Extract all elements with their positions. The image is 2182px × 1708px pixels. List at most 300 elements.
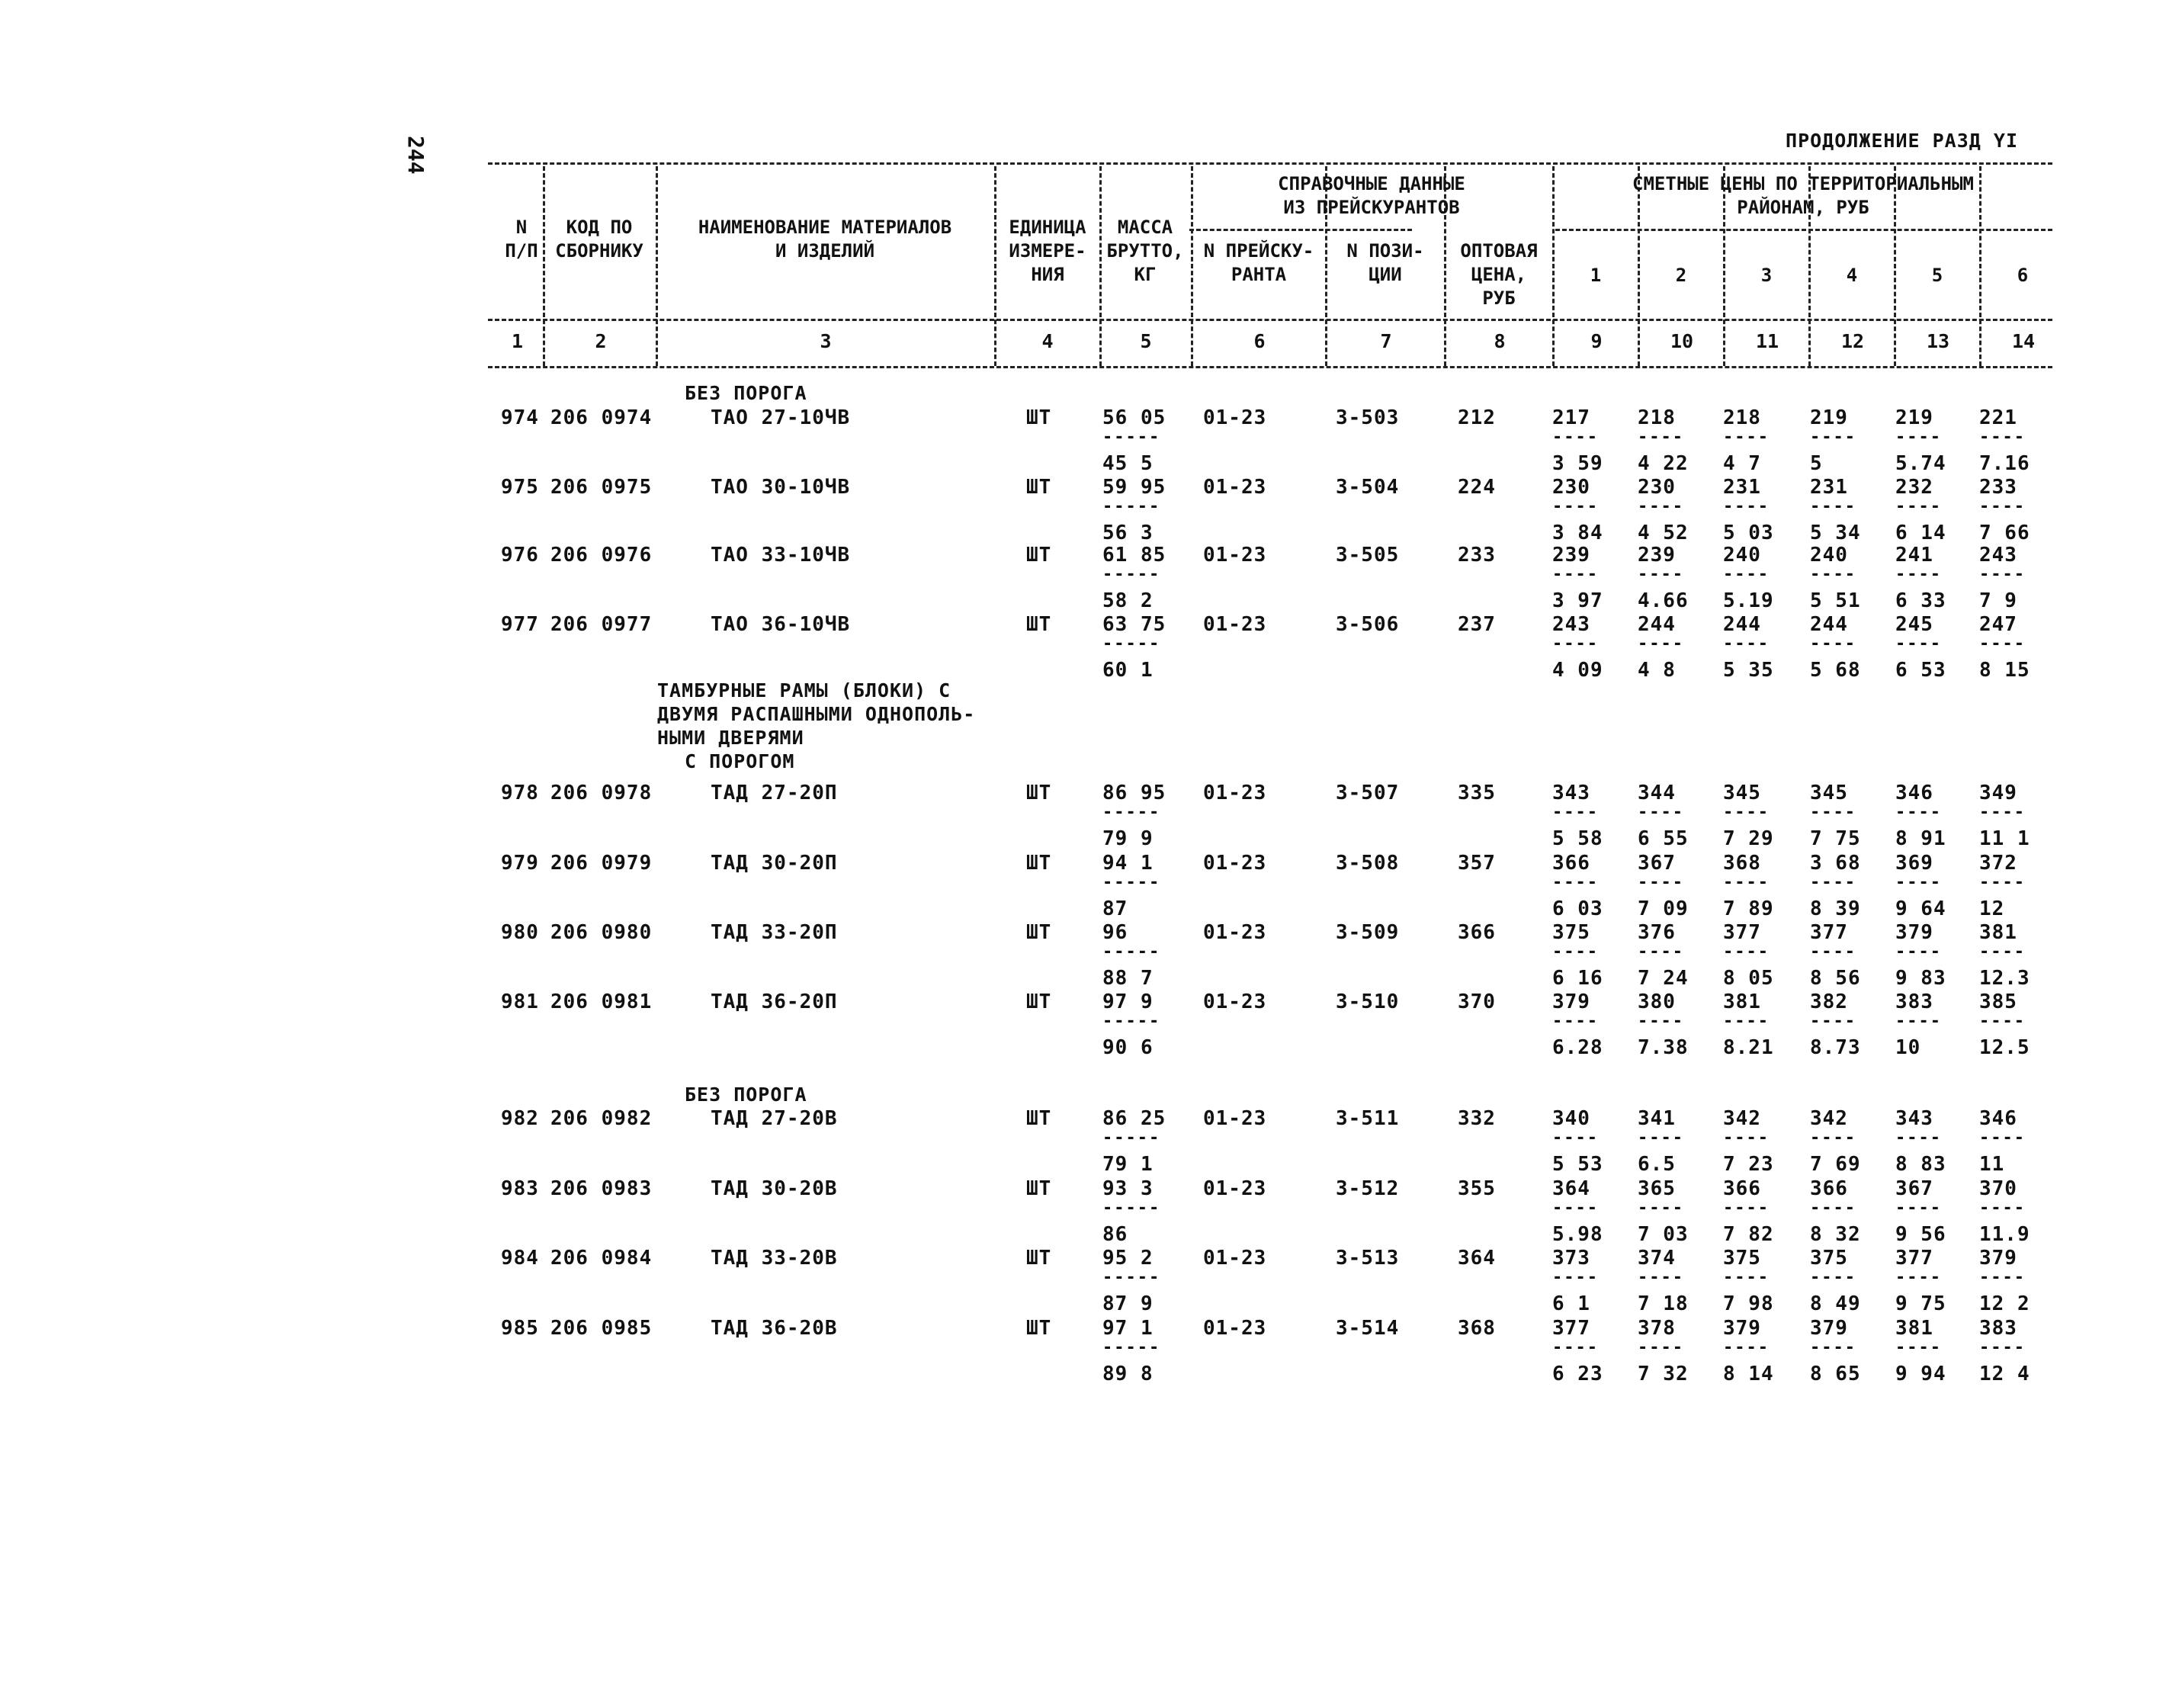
- region-price-sub: 8 32: [1810, 1223, 1861, 1246]
- region-price-sub: 4 8: [1638, 659, 1676, 682]
- row-price-list: 01-23: [1203, 852, 1267, 875]
- row-number: 978: [501, 782, 539, 804]
- region-fraction-bar: ----: [1552, 497, 1599, 516]
- region-fraction-bar: ----: [1979, 634, 2026, 653]
- region-fraction-bar: ----: [1552, 1268, 1599, 1287]
- region-fraction-bar: ----: [1638, 634, 1684, 653]
- region-price: 3 68: [1810, 852, 1861, 875]
- row-number: 982: [501, 1107, 539, 1130]
- region-price-sub: 5 03: [1723, 522, 1774, 544]
- region-price: 343: [1552, 782, 1590, 804]
- region-price-sub: 6 1: [1552, 1292, 1590, 1315]
- region-fraction-bar: ----: [1979, 565, 2026, 584]
- row-wholesale: 355: [1458, 1177, 1496, 1200]
- row-wholesale: 364: [1458, 1247, 1496, 1270]
- region-price-sub: 9 83: [1895, 967, 1946, 990]
- region-price: 244: [1638, 613, 1676, 636]
- region-price: 385: [1979, 990, 2017, 1013]
- column-number: 4: [1041, 330, 1054, 352]
- region-price: 374: [1638, 1247, 1676, 1270]
- row-code: 206 0975: [550, 476, 653, 499]
- mass-fraction-bar: -----: [1102, 1199, 1161, 1218]
- region-price-sub: 6 16: [1552, 967, 1603, 990]
- region-fraction-bar: ----: [1723, 873, 1770, 892]
- row-unit: ШТ: [1026, 1107, 1052, 1130]
- region-price-sub: 4 22: [1638, 452, 1689, 475]
- region-price: 381: [1979, 921, 2017, 944]
- hdr-ref-group: СПРАВОЧНЫЕ ДАННЫЕ ИЗ ПРЕЙСКУРАНТОВ: [1278, 173, 1465, 218]
- mass-fraction-bar: -----: [1102, 634, 1161, 653]
- region-price: 244: [1810, 613, 1848, 636]
- region-header: 3: [1760, 265, 1773, 286]
- estimate-group-rule: [1555, 229, 2052, 231]
- table-top-rule: [488, 162, 2052, 165]
- region-price-sub: 7.38: [1638, 1036, 1689, 1059]
- row-mass: 86 25: [1102, 1107, 1166, 1130]
- region-fraction-bar: ----: [1895, 873, 1942, 892]
- region-fraction-bar: ----: [1723, 803, 1770, 822]
- region-price: 243: [1552, 613, 1590, 636]
- region-price: 379: [1552, 990, 1590, 1013]
- region-price: 245: [1895, 613, 1933, 636]
- section-heading-line: БЕЗ ПОРОГА: [685, 1084, 807, 1106]
- region-price: 375: [1810, 1247, 1848, 1270]
- region-header: 5: [1931, 265, 1943, 286]
- region-price-sub: 11.9: [1979, 1223, 2030, 1246]
- region-price-sub: 12.3: [1979, 967, 2030, 990]
- row-code: 206 0982: [550, 1107, 653, 1130]
- region-fraction-bar: ----: [1638, 565, 1684, 584]
- row-wholesale: 332: [1458, 1107, 1496, 1130]
- row-mass: 86 95: [1102, 782, 1166, 804]
- region-fraction-bar: ----: [1895, 1338, 1942, 1357]
- row-name: ТАО 33-10ЧВ: [711, 544, 851, 567]
- region-price: 375: [1552, 921, 1590, 944]
- row-price-list: 01-23: [1203, 1317, 1267, 1340]
- column-number: 1: [511, 330, 524, 352]
- row-name: ТАД 36-20П: [711, 990, 838, 1013]
- region-fraction-bar: ----: [1895, 1199, 1942, 1218]
- region-price: 342: [1810, 1107, 1848, 1130]
- region-price-sub: 4 7: [1723, 452, 1761, 475]
- column-number: 10: [1670, 330, 1694, 352]
- row-unit: ШТ: [1026, 782, 1052, 804]
- region-price-sub: 4 52: [1638, 522, 1689, 544]
- region-fraction-bar: ----: [1723, 942, 1770, 962]
- region-fraction-bar: ----: [1810, 1199, 1856, 1218]
- row-mass: 97 9: [1102, 990, 1154, 1013]
- row-mass-sub: 87: [1102, 897, 1128, 920]
- region-fraction-bar: ----: [1895, 803, 1942, 822]
- region-fraction-bar: ----: [1552, 1128, 1599, 1148]
- region-price: 231: [1723, 476, 1761, 499]
- region-fraction-bar: ----: [1895, 942, 1942, 962]
- region-price-sub: 8 91: [1895, 827, 1946, 850]
- row-price-list: 01-23: [1203, 1107, 1267, 1130]
- row-code: 206 0984: [550, 1247, 653, 1270]
- region-fraction-bar: ----: [1552, 1338, 1599, 1357]
- row-mass-sub: 45 5: [1102, 452, 1154, 475]
- hdr-price-list: N ПРЕЙСКУ- РАНТА: [1203, 240, 1314, 285]
- region-fraction-bar: ----: [1895, 565, 1942, 584]
- row-mass: 95 2: [1102, 1247, 1154, 1270]
- region-price: 345: [1810, 782, 1848, 804]
- hdr-name: НАИМЕНОВАНИЕ МАТЕРИАЛОВ И ИЗДЕЛИЙ: [698, 217, 952, 262]
- column-number: 12: [1840, 330, 1865, 352]
- region-fraction-bar: ----: [1638, 873, 1684, 892]
- page-number: 244: [403, 136, 428, 175]
- column-number: 6: [1253, 330, 1266, 352]
- region-price-sub: 7 98: [1723, 1292, 1774, 1315]
- row-position: 3-510: [1336, 990, 1400, 1013]
- region-price: 230: [1638, 476, 1676, 499]
- row-number: 980: [501, 921, 539, 944]
- row-mass-sub: 89 8: [1102, 1363, 1154, 1385]
- row-wholesale: 357: [1458, 852, 1496, 875]
- row-name: ТАД 36-20В: [711, 1317, 838, 1340]
- region-fraction-bar: ----: [1979, 1128, 2026, 1148]
- region-fraction-bar: ----: [1723, 1128, 1770, 1148]
- region-fraction-bar: ----: [1723, 428, 1770, 447]
- region-price: 378: [1638, 1317, 1676, 1340]
- hdr-n: N П/П: [505, 217, 538, 262]
- region-price-sub: 8 49: [1810, 1292, 1861, 1315]
- row-mass: 63 75: [1102, 613, 1166, 636]
- row-name: ТАД 30-20П: [711, 852, 838, 875]
- region-price: 217: [1552, 406, 1590, 429]
- column-separator: [1552, 166, 1555, 366]
- region-price: 369: [1895, 852, 1933, 875]
- region-fraction-bar: ----: [1895, 1012, 1942, 1031]
- region-price-sub: 6 55: [1638, 827, 1689, 850]
- region-price-sub: 7 23: [1723, 1153, 1774, 1176]
- row-position: 3-513: [1336, 1247, 1400, 1270]
- region-fraction-bar: ----: [1552, 565, 1599, 584]
- row-mass-sub: 88 7: [1102, 967, 1154, 990]
- region-fraction-bar: ----: [1723, 565, 1770, 584]
- region-price: 380: [1638, 990, 1676, 1013]
- row-position: 3-511: [1336, 1107, 1400, 1130]
- region-fraction-bar: ----: [1979, 873, 2026, 892]
- running-head: ПРОДОЛЖЕНИЕ РАЗД YI: [1786, 130, 2018, 152]
- region-price: 368: [1723, 852, 1761, 875]
- row-mass: 61 85: [1102, 544, 1166, 567]
- region-price: 218: [1638, 406, 1676, 429]
- region-fraction-bar: ----: [1979, 497, 2026, 516]
- region-price-sub: 6.28: [1552, 1036, 1603, 1059]
- region-price-sub: 5 58: [1552, 827, 1603, 850]
- region-price-sub: 5.19: [1723, 589, 1774, 612]
- region-price: 366: [1810, 1177, 1848, 1200]
- region-price-sub: 12 2: [1979, 1292, 2030, 1315]
- row-wholesale: 366: [1458, 921, 1496, 944]
- row-code: 206 0985: [550, 1317, 653, 1340]
- row-mass-sub: 56 3: [1102, 522, 1154, 544]
- row-position: 3-503: [1336, 406, 1400, 429]
- region-price-sub: 7 03: [1638, 1223, 1689, 1246]
- region-fraction-bar: ----: [1979, 1268, 2026, 1287]
- region-fraction-bar: ----: [1810, 803, 1856, 822]
- hdr-unit: ЕДИНИЦА ИЗМЕРЕ- НИЯ: [1009, 217, 1086, 285]
- region-price: 364: [1552, 1177, 1590, 1200]
- row-wholesale: 368: [1458, 1317, 1496, 1340]
- region-price-sub: 7 24: [1638, 967, 1689, 990]
- row-position: 3-514: [1336, 1317, 1400, 1340]
- region-fraction-bar: ----: [1810, 873, 1856, 892]
- column-number: 2: [595, 330, 607, 352]
- row-unit: ШТ: [1026, 1247, 1052, 1270]
- row-number: 976: [501, 544, 539, 567]
- region-fraction-bar: ----: [1723, 497, 1770, 516]
- row-wholesale: 224: [1458, 476, 1496, 499]
- region-price-sub: 6 53: [1895, 659, 1946, 682]
- row-mass-sub: 79 1: [1102, 1153, 1154, 1176]
- row-price-list: 01-23: [1203, 1247, 1267, 1270]
- region-price: 241: [1895, 544, 1933, 567]
- ref-group-rule: [1189, 229, 1412, 231]
- region-price-sub: 11: [1979, 1153, 2005, 1176]
- row-number: 983: [501, 1177, 539, 1200]
- region-price: 230: [1552, 476, 1590, 499]
- column-number: 7: [1380, 330, 1392, 352]
- region-fraction-bar: ----: [1979, 942, 2026, 962]
- row-mass: 97 1: [1102, 1317, 1154, 1340]
- region-price: 376: [1638, 921, 1676, 944]
- row-mass-sub: 79 9: [1102, 827, 1154, 850]
- region-fraction-bar: ----: [1638, 1199, 1684, 1218]
- mass-fraction-bar: -----: [1102, 1338, 1161, 1357]
- region-price: 372: [1979, 852, 2017, 875]
- region-price: 240: [1723, 544, 1761, 567]
- region-price: 379: [1895, 921, 1933, 944]
- column-number: 14: [2011, 330, 2036, 352]
- region-price: 379: [1810, 1317, 1848, 1340]
- row-price-list: 01-23: [1203, 476, 1267, 499]
- row-position: 3-508: [1336, 852, 1400, 875]
- region-fraction-bar: ----: [1552, 1012, 1599, 1031]
- row-wholesale: 335: [1458, 782, 1496, 804]
- row-number: 975: [501, 476, 539, 499]
- row-code: 206 0978: [550, 782, 653, 804]
- region-fraction-bar: ----: [1723, 1338, 1770, 1357]
- region-price: 370: [1979, 1177, 2017, 1200]
- row-number: 979: [501, 852, 539, 875]
- hdr-position: N ПОЗИ- ЦИИ: [1346, 240, 1424, 285]
- region-header: 2: [1675, 265, 1687, 286]
- row-price-list: 01-23: [1203, 1177, 1267, 1200]
- region-price-sub: 6.5: [1638, 1153, 1676, 1176]
- row-mass: 94 1: [1102, 852, 1154, 875]
- row-price-list: 01-23: [1203, 782, 1267, 804]
- region-price-sub: 12: [1979, 897, 2005, 920]
- row-unit: ШТ: [1026, 852, 1052, 875]
- row-number: 985: [501, 1317, 539, 1340]
- column-separator: [1191, 166, 1193, 366]
- region-price: 240: [1810, 544, 1848, 567]
- region-fraction-bar: ----: [1810, 634, 1856, 653]
- region-price: 377: [1810, 921, 1848, 944]
- region-price: 219: [1810, 406, 1848, 429]
- row-code: 206 0974: [550, 406, 653, 429]
- region-fraction-bar: ----: [1638, 1128, 1684, 1148]
- region-fraction-bar: ----: [1979, 1012, 2026, 1031]
- region-fraction-bar: ----: [1723, 1199, 1770, 1218]
- row-mass-sub: 90 6: [1102, 1036, 1154, 1059]
- region-price-sub: 6 03: [1552, 897, 1603, 920]
- region-price-sub: 8.21: [1723, 1036, 1774, 1059]
- section-heading-line: БЕЗ ПОРОГА: [685, 382, 807, 404]
- mass-fraction-bar: -----: [1102, 873, 1161, 892]
- region-fraction-bar: ----: [1552, 634, 1599, 653]
- region-price-sub: 7 75: [1810, 827, 1861, 850]
- region-fraction-bar: ----: [1638, 803, 1684, 822]
- row-wholesale: 233: [1458, 544, 1496, 567]
- hdr-mass: МАССА БРУТТО, КГ: [1106, 217, 1184, 285]
- region-price-sub: 5 51: [1810, 589, 1861, 612]
- row-name: ТАО 30-10ЧВ: [711, 476, 851, 499]
- row-unit: ШТ: [1026, 990, 1052, 1013]
- row-code: 206 0980: [550, 921, 653, 944]
- region-price: 244: [1723, 613, 1761, 636]
- region-price: 373: [1552, 1247, 1590, 1270]
- region-fraction-bar: ----: [1810, 565, 1856, 584]
- row-code: 206 0983: [550, 1177, 653, 1200]
- region-fraction-bar: ----: [1895, 428, 1942, 447]
- mass-fraction-bar: -----: [1102, 565, 1161, 584]
- region-price: 344: [1638, 782, 1676, 804]
- colnum-bottom-rule: [488, 366, 2052, 368]
- region-price-sub: 8 83: [1895, 1153, 1946, 1176]
- row-code: 206 0977: [550, 613, 653, 636]
- region-price: 349: [1979, 782, 2017, 804]
- region-fraction-bar: ----: [1552, 428, 1599, 447]
- row-unit: ШТ: [1026, 1177, 1052, 1200]
- region-fraction-bar: ----: [1810, 497, 1856, 516]
- region-price-sub: 8 56: [1810, 967, 1861, 990]
- column-number: 3: [820, 330, 832, 352]
- region-price-sub: 5 34: [1810, 522, 1861, 544]
- region-price: 367: [1638, 852, 1676, 875]
- row-unit: ШТ: [1026, 921, 1052, 944]
- row-position: 3-504: [1336, 476, 1400, 499]
- region-price: 232: [1895, 476, 1933, 499]
- region-price-sub: 3 59: [1552, 452, 1603, 475]
- region-price-sub: 7 9: [1979, 589, 2017, 612]
- region-price-sub: 9 64: [1895, 897, 1946, 920]
- region-price: 381: [1723, 990, 1761, 1013]
- region-price-sub: 12.5: [1979, 1036, 2030, 1059]
- region-price-sub: 5.98: [1552, 1223, 1603, 1246]
- row-code: 206 0981: [550, 990, 653, 1013]
- region-price: 221: [1979, 406, 2017, 429]
- region-price-sub: 7 32: [1638, 1363, 1689, 1385]
- section-heading: [685, 381, 807, 405]
- region-fraction-bar: ----: [1895, 1268, 1942, 1287]
- row-price-list: 01-23: [1203, 990, 1267, 1013]
- region-price: 243: [1979, 544, 2017, 567]
- row-mass: 93 3: [1102, 1177, 1154, 1200]
- region-price-sub: 5.74: [1895, 452, 1946, 475]
- region-fraction-bar: ----: [1810, 1338, 1856, 1357]
- region-price-sub: 7 09: [1638, 897, 1689, 920]
- row-position: 3-506: [1336, 613, 1400, 636]
- row-number: 977: [501, 613, 539, 636]
- region-fraction-bar: ----: [1638, 942, 1684, 962]
- section-heading: [657, 679, 975, 773]
- region-price-sub: 7 89: [1723, 897, 1774, 920]
- region-header: 6: [2017, 265, 2029, 286]
- region-price: 382: [1810, 990, 1848, 1013]
- region-price: 377: [1895, 1247, 1933, 1270]
- row-unit: ШТ: [1026, 613, 1052, 636]
- mass-fraction-bar: -----: [1102, 428, 1161, 447]
- region-price: 341: [1638, 1107, 1676, 1130]
- region-fraction-bar: ----: [1979, 1199, 2026, 1218]
- region-price-sub: 5 68: [1810, 659, 1861, 682]
- region-price-sub: 7.16: [1979, 452, 2030, 475]
- row-unit: ШТ: [1026, 406, 1052, 429]
- row-position: 3-509: [1336, 921, 1400, 944]
- row-mass: 96: [1102, 921, 1128, 944]
- section-heading-line: С ПОРОГОМ: [685, 750, 795, 772]
- section-heading: [685, 1083, 807, 1106]
- region-price-sub: 7 69: [1810, 1153, 1861, 1176]
- column-number: 9: [1590, 330, 1603, 352]
- region-fraction-bar: ----: [1979, 803, 2026, 822]
- mass-fraction-bar: -----: [1102, 1268, 1161, 1287]
- mass-fraction-bar: -----: [1102, 1128, 1161, 1148]
- column-separator: [543, 166, 545, 366]
- region-fraction-bar: ----: [1723, 1012, 1770, 1031]
- region-price-sub: 6 33: [1895, 589, 1946, 612]
- row-price-list: 01-23: [1203, 921, 1267, 944]
- row-price-list: 01-23: [1203, 406, 1267, 429]
- hdr-estimate-group: СМЕТНЫЕ ЦЕНЫ ПО ТЕРРИТОРИАЛЬНЫМ РАЙОНАМ, РУБ: [1632, 173, 1974, 218]
- region-fraction-bar: ----: [1895, 1128, 1942, 1148]
- row-wholesale: 370: [1458, 990, 1496, 1013]
- row-position: 3-507: [1336, 782, 1400, 804]
- region-price-sub: 7 18: [1638, 1292, 1689, 1315]
- row-number: 974: [501, 406, 539, 429]
- region-fraction-bar: ----: [1810, 1268, 1856, 1287]
- region-fraction-bar: ----: [1552, 1199, 1599, 1218]
- region-price: 340: [1552, 1107, 1590, 1130]
- row-name: ТАО 36-10ЧВ: [711, 613, 851, 636]
- region-price-sub: 5 53: [1552, 1153, 1603, 1176]
- region-price: 377: [1723, 921, 1761, 944]
- region-fraction-bar: ----: [1723, 634, 1770, 653]
- region-price-sub: 8.73: [1810, 1036, 1861, 1059]
- column-number: 11: [1755, 330, 1779, 352]
- row-name: ТАД 33-20П: [711, 921, 838, 944]
- region-price: 219: [1895, 406, 1933, 429]
- region-fraction-bar: ----: [1638, 497, 1684, 516]
- region-price-sub: 3 97: [1552, 589, 1603, 612]
- section-heading-line: НЫМИ ДВЕРЯМИ: [657, 727, 804, 749]
- row-mass-sub: 60 1: [1102, 659, 1154, 682]
- region-price-sub: 7 82: [1723, 1223, 1774, 1246]
- mass-fraction-bar: -----: [1102, 497, 1161, 516]
- row-mass: 56 05: [1102, 406, 1166, 429]
- row-name: ТАД 30-20В: [711, 1177, 838, 1200]
- row-unit: ШТ: [1026, 476, 1052, 499]
- region-price: 239: [1552, 544, 1590, 567]
- region-price-sub: 8 39: [1810, 897, 1861, 920]
- region-price: 383: [1895, 990, 1933, 1013]
- region-price-sub: 8 65: [1810, 1363, 1861, 1385]
- region-price-sub: 5: [1810, 452, 1823, 475]
- region-fraction-bar: ----: [1638, 428, 1684, 447]
